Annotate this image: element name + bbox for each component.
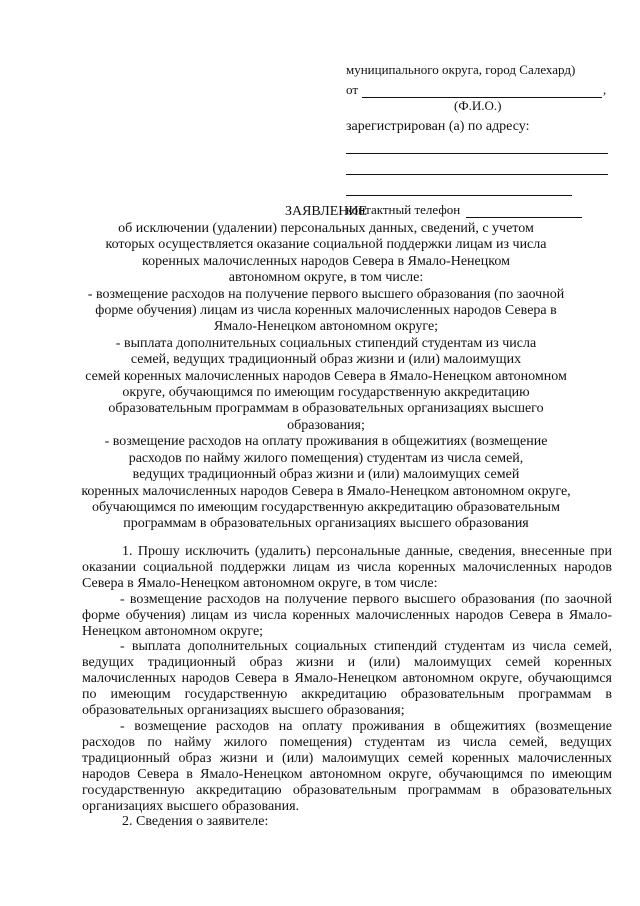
title-line: которых осуществляется оказание социальной поддержки лицам из числа (105, 237, 547, 253)
title-line: об исключении (удалении) персональных данных, сведений, с учетом (118, 221, 534, 236)
title-line: - возмещение расходов на оплату проживания в общежитиях (возмещение (104, 434, 548, 450)
applicant-header (346, 62, 616, 218)
title-line: автономном округе, в том числе: (228, 270, 424, 286)
address-fill-line-3[interactable] (346, 195, 572, 196)
document-title: ЗАЯВЛЕНИЕ (284, 204, 368, 219)
title-line: коренных малочисленных народов Севера в Ямало-Ненецком (142, 253, 510, 269)
title-line: образовательным программам в образовательных организациях высшего (108, 401, 544, 417)
paragraph-applicant-info: 2. Сведения о заявителе: (122, 814, 269, 830)
recipient-line: муниципального округа, город Салехард) (346, 62, 576, 77)
title-line: ведущих традиционный образ жизни и (или) малоимущих семей (132, 467, 520, 483)
from-comma: , (603, 82, 607, 97)
title-line: семей коренных малочисленных народов Севера в Ямало-Ненецком автономном (85, 368, 567, 384)
statement-body (82, 544, 612, 830)
title-line: - возмещение расходов на получение первого высшего образования (по заочной (87, 286, 565, 302)
bullet-scholarship: - выплата дополнительных социальных стипендий студентам из числа семей, ведущих традиционный образ жизни и (или) малоимущих семей коренных малочисленных народов Севера в Ямало-Ненецком автономном округе, обучающимся по имеющим государственную аккредитацию образовательным программам в образовательных организациях высшего образования; (82, 639, 612, 719)
from-row (346, 82, 616, 98)
from-label: от (346, 82, 359, 97)
title-line: форме обучения) лицам из числа коренных малочисленных народов Севера в (95, 303, 557, 319)
bullet-education-reimbursement: - возмещение расходов на получение первого высшего образования (по заочной форме обучения) лицам из числа коренных малочисленных народов Севера в Ямало-Ненецком автономном округе; (82, 591, 612, 639)
phone-label: контактный телефон (346, 202, 461, 217)
fio-fill-line[interactable] (362, 87, 602, 98)
title-line: - выплата дополнительных социальных стипендий студентам из числа (115, 335, 537, 351)
address-fill-line-1[interactable] (346, 153, 608, 154)
title-line: округе, обучающимся по имеющим государственную аккредитацию (122, 385, 530, 401)
title-line: Ямало-Ненецком автономном округе; (213, 319, 439, 335)
statement-title-block (40, 204, 612, 533)
title-line: программам в образовательных организациях высшего образования (123, 516, 529, 532)
title-line: обучающимся по имеющим государственную аккредитацию образовательным (92, 499, 560, 515)
title-line: расходов по найму жилого помещения) студентам из числа семей, (128, 450, 524, 466)
registered-label: зарегистрирован (а) по адресу: (346, 119, 530, 134)
title-line: семей, ведущих традиционный образ жизни и (или) малоимущих (130, 352, 522, 368)
fio-caption: (Ф.И.О.) (454, 98, 502, 113)
title-line: образования; (287, 417, 365, 433)
address-fill-line-2[interactable] (346, 174, 608, 175)
paragraph-request: 1. Прошу исключить (удалить) персональные данные, сведения, внесенные при оказании социальной поддержки лицам из числа коренных малочисленных народов Севера в Ямало-Ненецком автономном округе, в том числе: (82, 544, 612, 591)
title-line: коренных малочисленных народов Севера в Ямало-Ненецком автономном округе, (81, 483, 571, 499)
bullet-dormitory-reimbursement: - возмещение расходов на оплату проживания в общежитиях (возмещение расходов по найму жилого помещения) студентам из числа семей, ведущих традиционный образ жизни и (или) малоимущих семей коренных малочисленных народов Севера в Ямало-Ненецком автономном округе, обучающимся по имеющим государственную аккредитацию образовательным программам в образовательных организациях высшего образования. (82, 718, 612, 814)
